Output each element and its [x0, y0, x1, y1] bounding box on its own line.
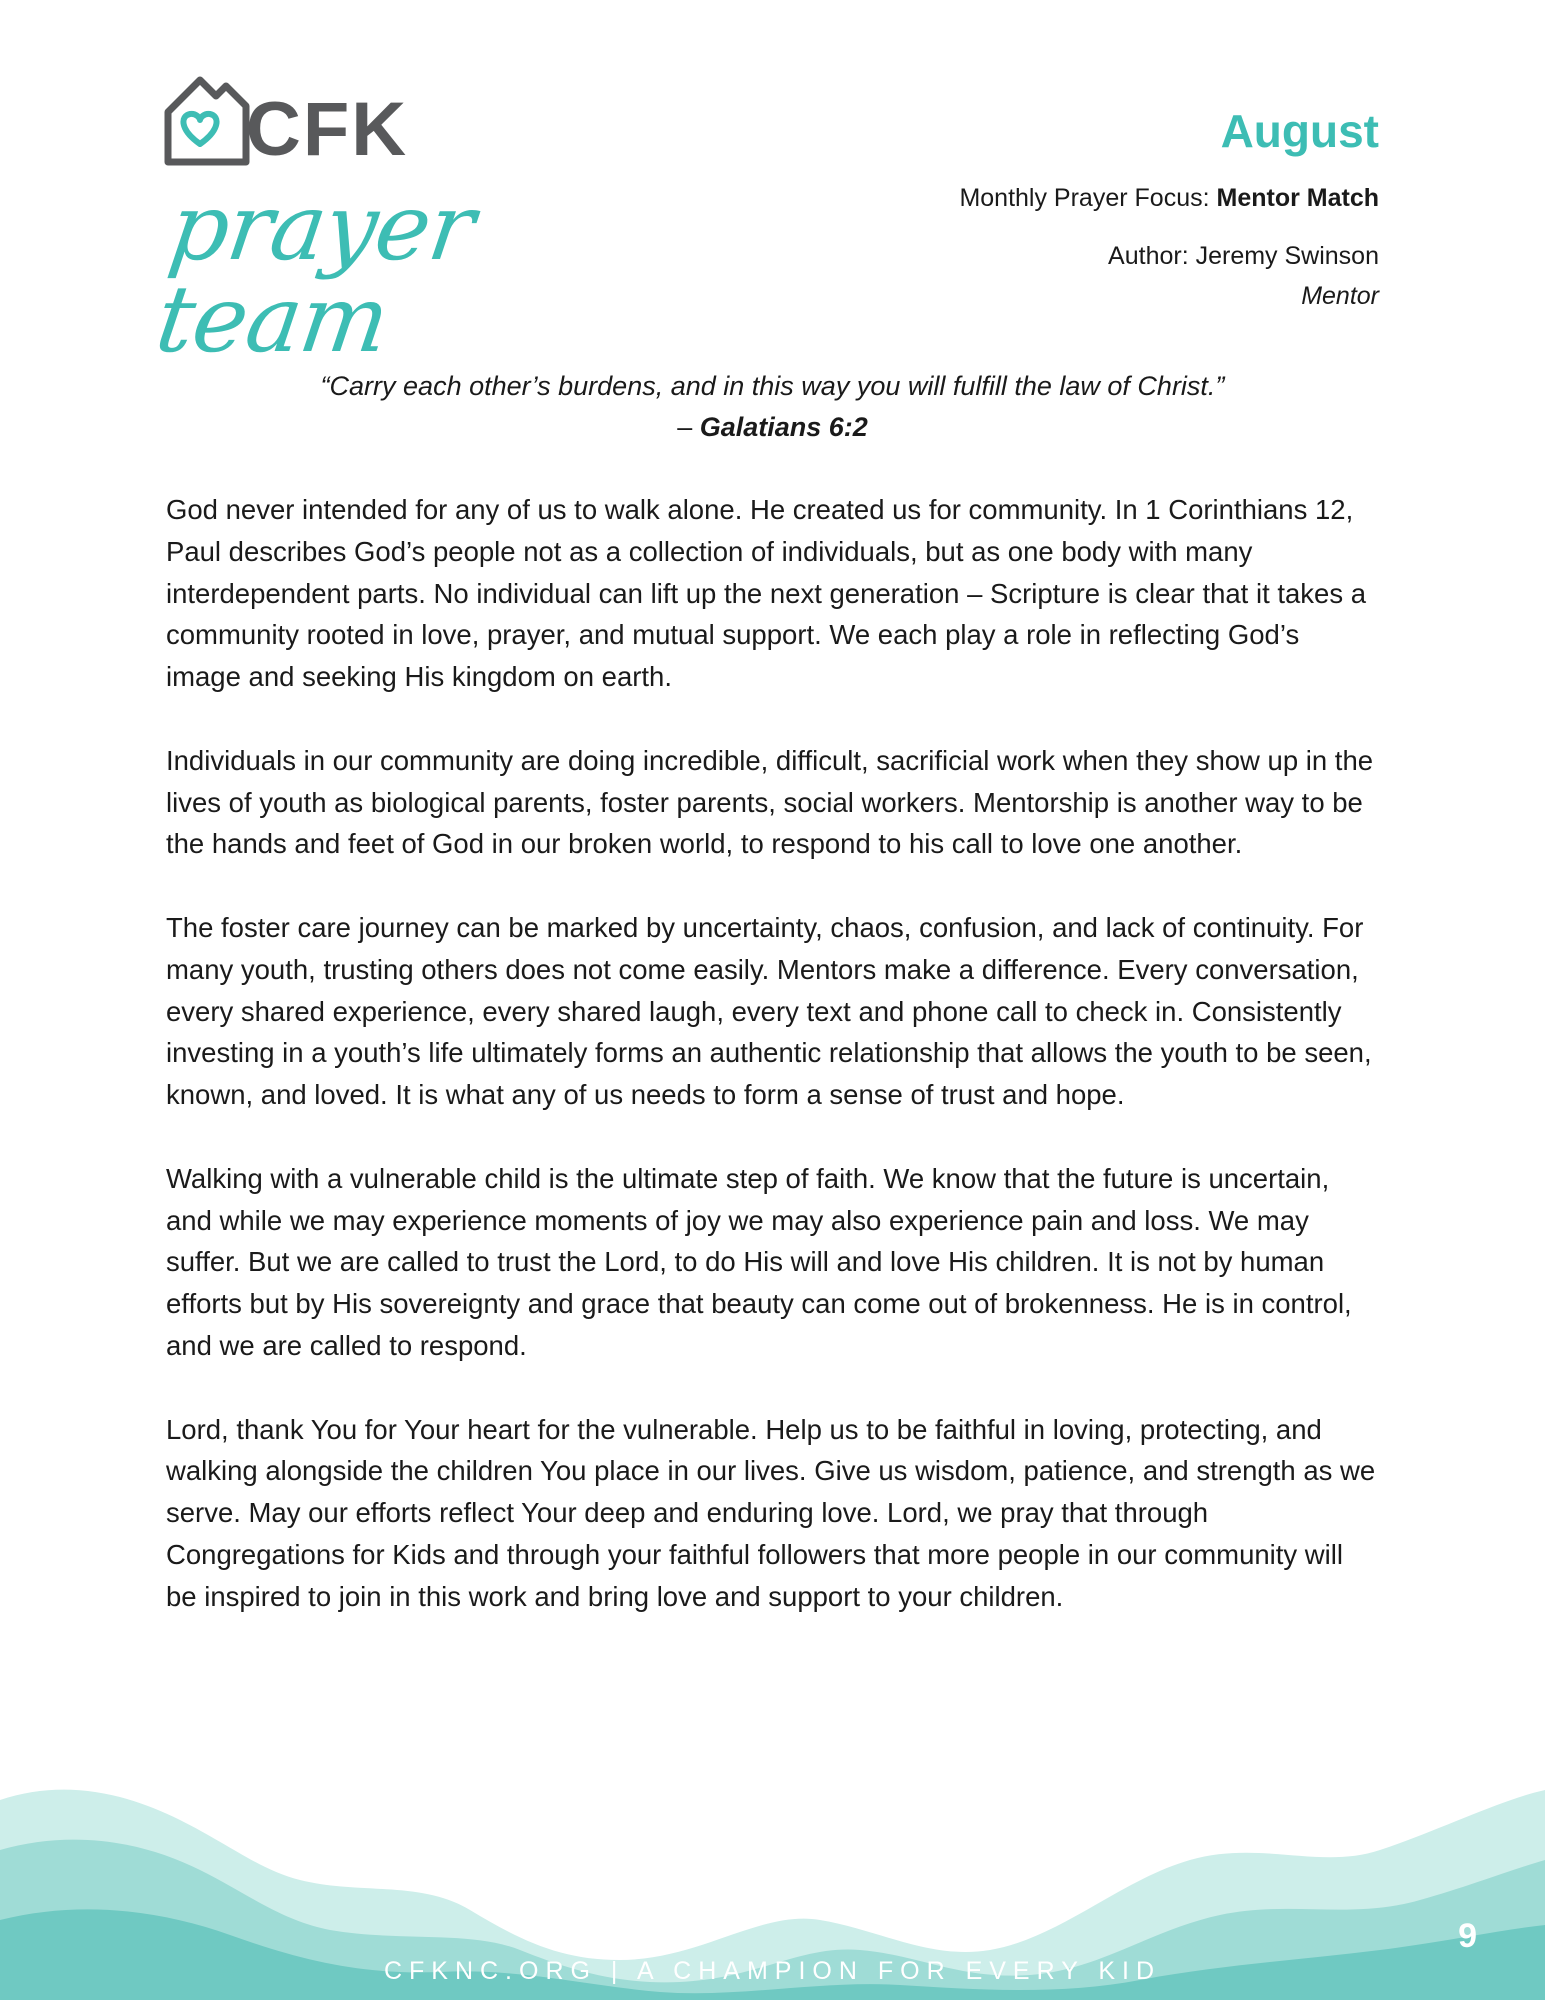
author-role: Mentor: [1301, 282, 1379, 311]
header-info: [959, 104, 1379, 311]
cfk-prayer-team-logo: [150, 72, 680, 373]
body-paragraph: The foster care journey can be marked by uncertainty, chaos, confusion, and lack of continuity. For many youth, trusting others does not come easily. Mentors make a difference. Every conversation, every shared experience, every shared laugh, every text and phone call to check in. Consistently investing in a youth’s life ultimately forms an authentic relationship that allows the youth to be seen, known, and loved. It is what any of us needs to form a sense of trust and hope.: [166, 911, 1372, 1111]
focus-value: Mentor Match: [1216, 184, 1379, 213]
body-paragraph: Walking with a vulnerable child is the ultimate step of faith. We know that the future is uncertain, and while we may experience moments of joy we may also experience pain and loss. We may suffer. But we are called to trust the Lord, to do His will and love His children. It is not by human efforts but by His sovereignty and grace that beauty can come out of brokenness. He is in control, and we are called to respond.: [166, 1162, 1352, 1361]
footer-tagline: CFKNC.ORG | A CHAMPION FOR EVERY KID: [383, 1957, 1162, 1985]
month-title: August: [1220, 105, 1379, 157]
logo-cfk-text: CFK: [246, 87, 409, 172]
quote-dash: –: [677, 412, 693, 442]
scripture-quote: [0, 366, 1545, 448]
devotional-body: [166, 489, 1381, 1659]
house-heart-icon: [160, 72, 250, 168]
author-name: Author: Jeremy Swinson: [1108, 242, 1379, 271]
focus-label: Monthly Prayer Focus:: [959, 184, 1210, 213]
logo-prayer-team-script: prayer team: [150, 174, 481, 373]
prayer-focus: [959, 183, 1379, 213]
quote-reference-line: [0, 407, 1545, 448]
quote-text: “Carry each other’s burdens, and in this way you will fulfill the law of Christ.”: [320, 371, 1225, 401]
body-paragraph: Individuals in our community are doing incredible, difficult, sacrificial work when they show up in the lives of youth as biological parents, foster parents, social workers. Mentorship is another way to be the hands and feet of God in our broken world, to respond to his call to love one another.: [166, 744, 1374, 860]
body-paragraph: God never intended for any of us to walk alone. He created us for community. In 1 Corinthians 12, Paul describes God’s people not as a collection of individuals, but as one body with many interdependent parts. No individual can lift up the next generation – Scripture is clear that it takes a community rooted in love, prayer, and mutual support. We each play a role in reflecting God’s image and seeking His kingdom on earth.: [166, 494, 1367, 693]
page-number: 9: [1458, 1917, 1477, 1955]
quote-reference: Galatians 6:2: [699, 412, 868, 442]
body-paragraph: Lord, thank You for Your heart for the vulnerable. Help us to be faithful in loving, protecting, and walking alongside the children You place in our lives. Give us wisdom, patience, and strength as we serve. May our efforts reflect Your deep and enduring love. Lord, we pray that through Congregations for Kids and through your faithful followers that more people in our community will be inspired to join in this work and bring love and support to your children.: [166, 1413, 1376, 1612]
footer-watercolor: [0, 1760, 1545, 2000]
